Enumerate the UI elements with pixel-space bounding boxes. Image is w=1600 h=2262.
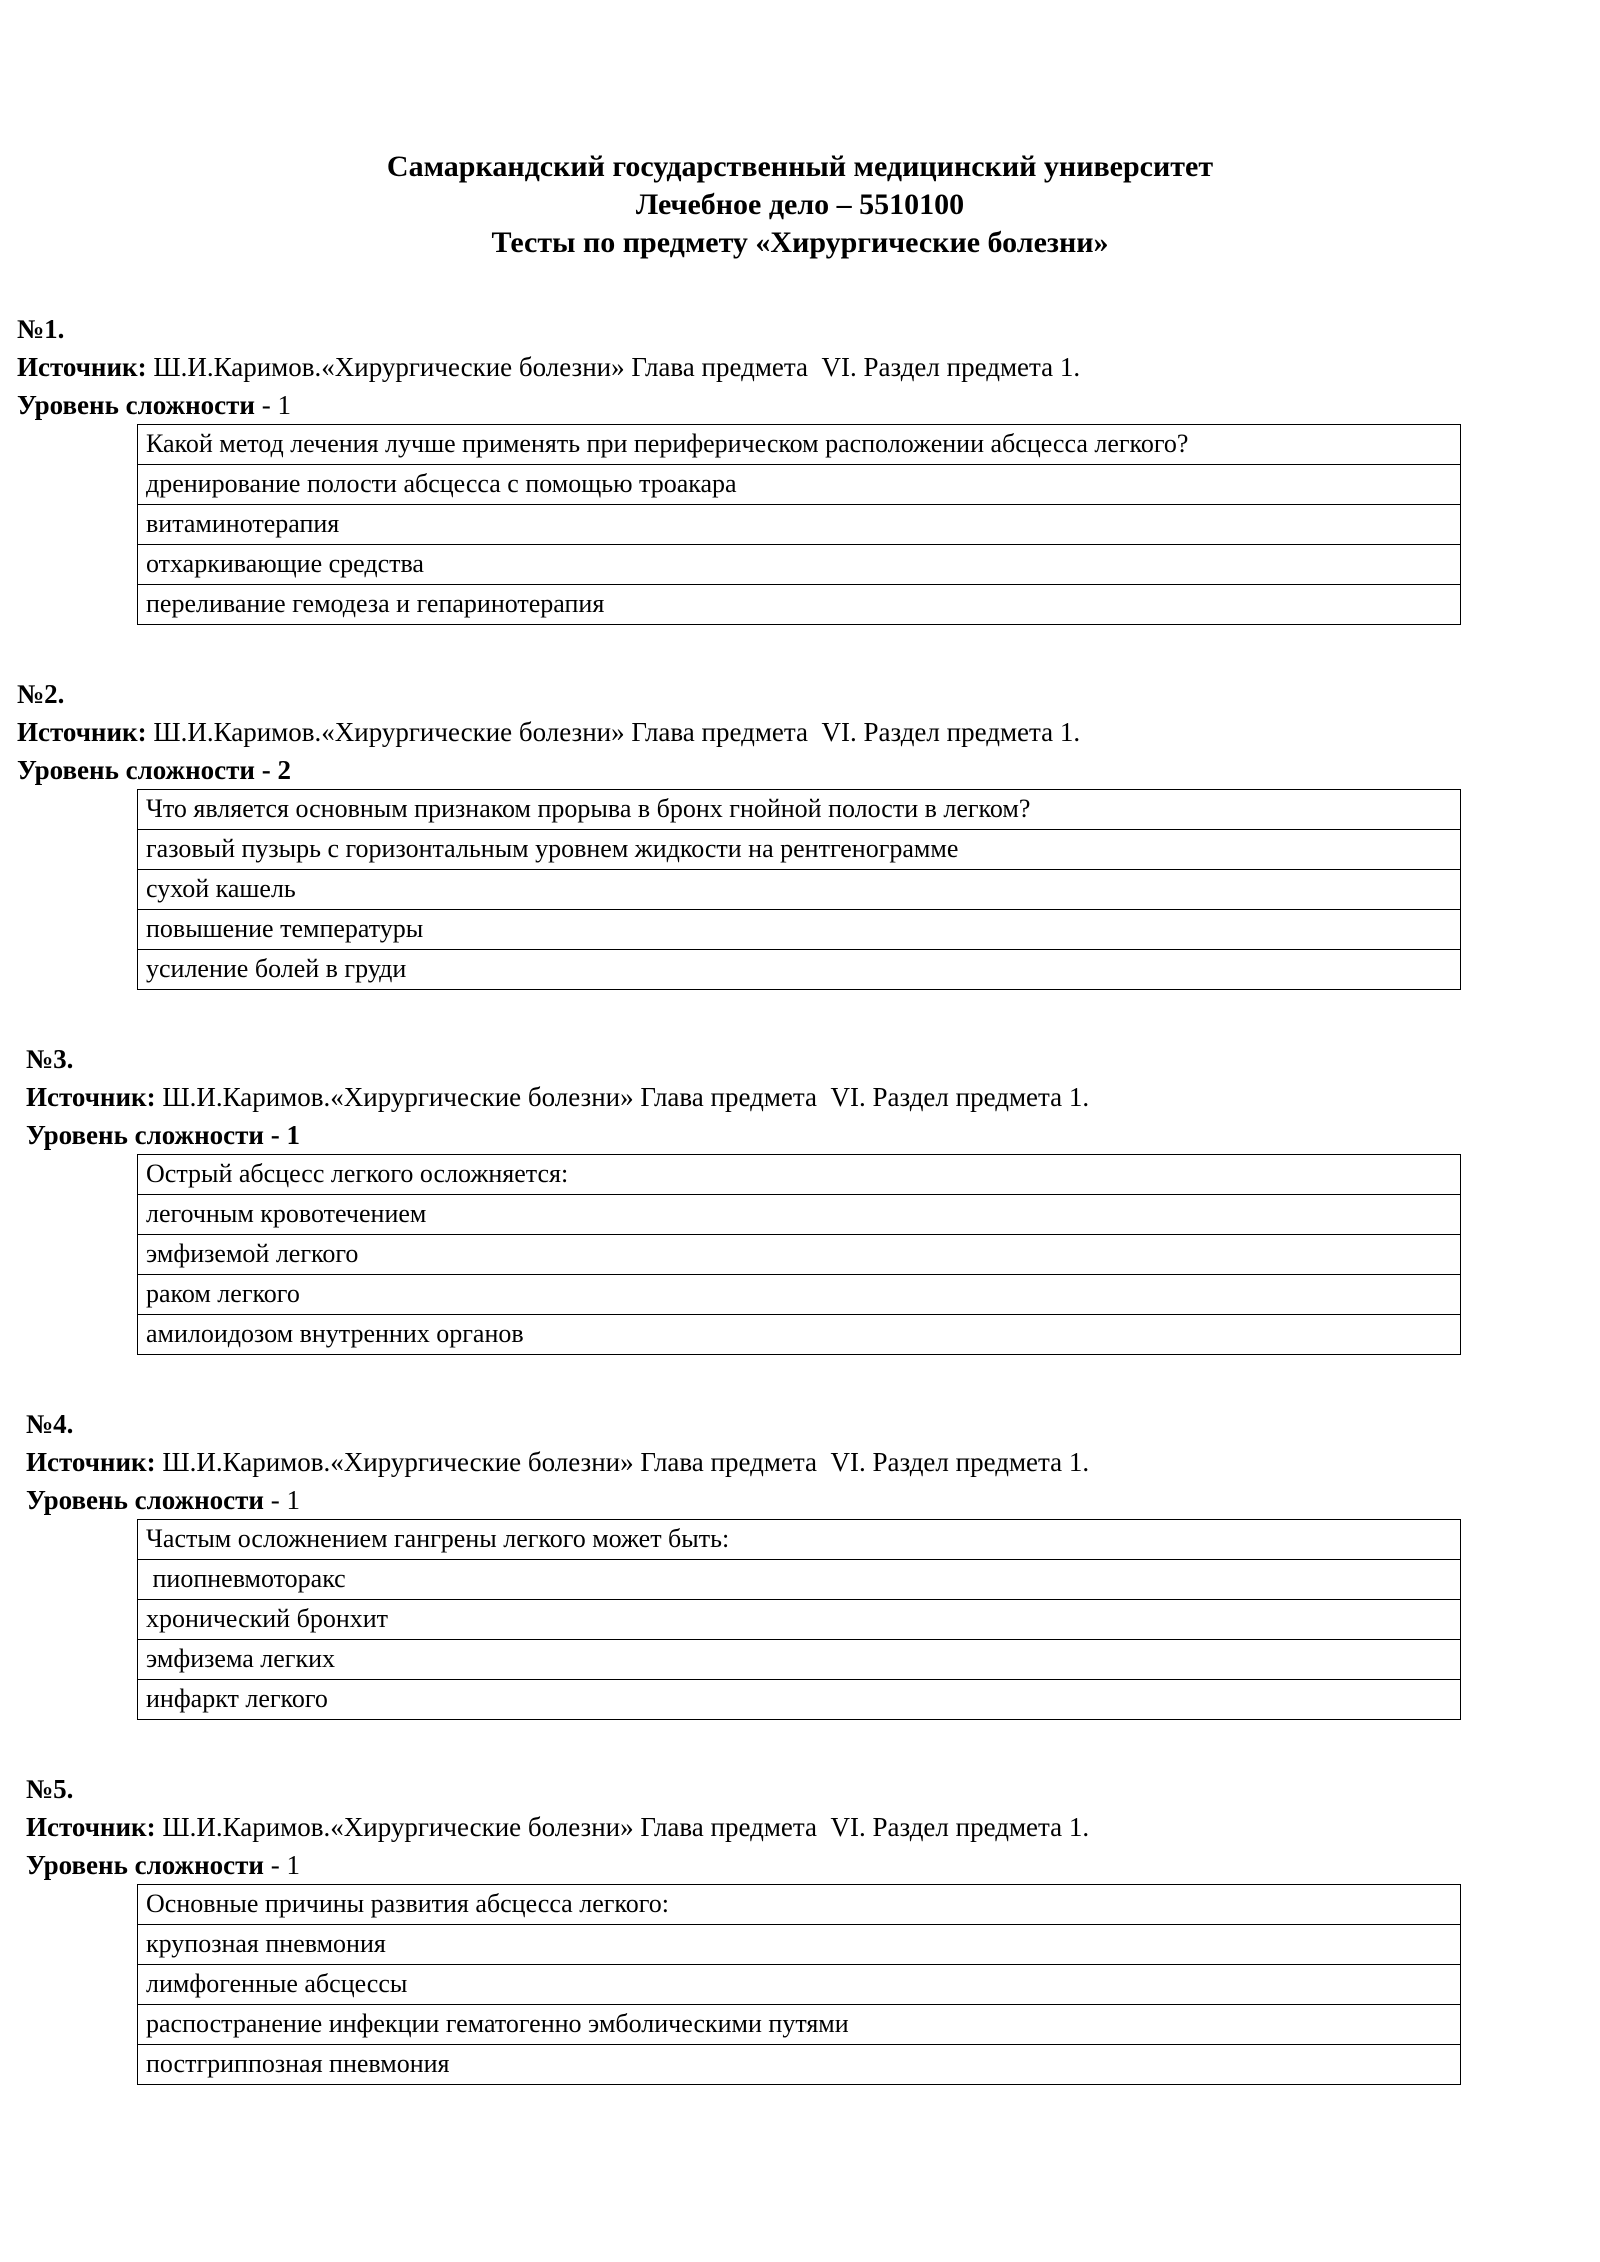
question-block [0, 675, 1600, 990]
questions-list [0, 262, 1600, 2085]
question-number: №1. [17, 314, 65, 344]
title-line-university: Самаркандский государственный медицинский университет [386, 150, 1214, 183]
source-text: Ш.И.Каримов.«Хирургические болезни» Глава предмета VI. Раздел предмета 1. [155, 1447, 1090, 1477]
answer-option[interactable]: эмфиземой легкого [138, 1235, 1461, 1275]
source-label: Источник: [26, 1082, 156, 1112]
answer-option-row[interactable] [138, 545, 1461, 585]
question-stem: Частым осложнением гангрены легкого может быть: [138, 1520, 1461, 1560]
answer-option-row[interactable] [138, 465, 1461, 505]
answer-option[interactable]: распостранение инфекции гематогенно эмболическими путями [138, 2005, 1461, 2045]
difficulty-separator: - [264, 1120, 287, 1150]
answer-option-row[interactable] [138, 1640, 1461, 1680]
answer-option-row[interactable] [138, 1925, 1461, 1965]
question-stem-row [138, 1520, 1461, 1560]
answer-table [137, 789, 1461, 990]
question-header [0, 1040, 1600, 1154]
answer-option-row[interactable] [138, 1315, 1461, 1355]
question-stem: Какой метод лечения лучше применять при периферическом расположении абсцесса легкого? [138, 425, 1461, 465]
source-label: Источник: [26, 1447, 156, 1477]
answer-table [137, 1154, 1461, 1355]
answer-option-row[interactable] [138, 830, 1461, 870]
answer-option-row[interactable] [138, 585, 1461, 625]
answer-table [137, 1519, 1461, 1720]
question-source [17, 348, 1600, 386]
question-block [0, 1770, 1600, 2085]
difficulty-value: 1 [286, 1485, 300, 1515]
question-stem-row [138, 1155, 1461, 1195]
difficulty-value: 1 [286, 1850, 300, 1880]
answer-option[interactable]: эмфизема легких [138, 1640, 1461, 1680]
answer-option[interactable]: повышение температуры [138, 910, 1461, 950]
question-difficulty [26, 1846, 1600, 1884]
answer-option[interactable]: легочным кровотечением [138, 1195, 1461, 1235]
answer-option-row[interactable] [138, 910, 1461, 950]
answer-option[interactable]: инфаркт легкого [138, 1680, 1461, 1720]
question-block [0, 310, 1600, 625]
difficulty-label: Уровень сложности [26, 1850, 264, 1880]
question-number: №5. [26, 1774, 74, 1804]
question-header [0, 1770, 1600, 1884]
answer-option-row[interactable] [138, 2005, 1461, 2045]
question-block [0, 1040, 1600, 1355]
question-difficulty [26, 1481, 1600, 1519]
answer-option[interactable]: раком легкого [138, 1275, 1461, 1315]
difficulty-separator: - [264, 1850, 287, 1880]
answer-option-row[interactable] [138, 870, 1461, 910]
question-source [26, 1808, 1600, 1846]
difficulty-label: Уровень сложности [26, 1120, 264, 1150]
question-stem-row [138, 790, 1461, 830]
answer-option[interactable]: крупозная пневмония [138, 1925, 1461, 1965]
source-label: Источник: [17, 717, 147, 747]
difficulty-value: 2 [277, 755, 291, 785]
answer-option-row[interactable] [138, 1680, 1461, 1720]
question-difficulty [26, 1116, 1600, 1154]
answer-option[interactable]: амилоидозом внутренних органов [138, 1315, 1461, 1355]
answer-option[interactable]: постгриппозная пневмония [138, 2045, 1461, 2085]
answer-option[interactable]: отхаркивающие средства [138, 545, 1461, 585]
question-stem: Что является основным признаком прорыва в бронх гнойной полости в легком? [138, 790, 1461, 830]
answer-table [137, 424, 1461, 625]
question-header [0, 310, 1600, 424]
answer-option[interactable]: переливание гемодеза и гепаринотерапия [138, 585, 1461, 625]
source-text: Ш.И.Каримов.«Хирургические болезни» Глава предмета VI. Раздел предмета 1. [155, 1082, 1090, 1112]
answer-option[interactable]: пиопневмоторакс [138, 1560, 1461, 1600]
question-stem: Острый абсцесс легкого осложняется: [138, 1155, 1461, 1195]
answer-table [137, 1884, 1461, 2085]
answer-option[interactable]: газовый пузырь с горизонтальным уровнем жидкости на рентгенограмме [138, 830, 1461, 870]
title-line-program: Лечебное дело – 5510100 [635, 188, 965, 221]
question-header [0, 1405, 1600, 1519]
answer-option-row[interactable] [138, 1560, 1461, 1600]
question-block [0, 1405, 1600, 1720]
answer-option-row[interactable] [138, 2045, 1461, 2085]
question-stem-row [138, 1885, 1461, 1925]
source-text: Ш.И.Каримов.«Хирургические болезни» Глава предмета VI. Раздел предмета 1. [146, 352, 1081, 382]
difficulty-separator: - [255, 390, 278, 420]
answer-option-row[interactable] [138, 1600, 1461, 1640]
question-stem: Основные причины развития абсцесса легкого: [138, 1885, 1461, 1925]
answer-option[interactable]: хронический бронхит [138, 1600, 1461, 1640]
question-stem-row [138, 425, 1461, 465]
answer-option[interactable]: дренирование полости абсцесса с помощью троакара [138, 465, 1461, 505]
question-source [26, 1443, 1600, 1481]
answer-option[interactable]: усиление болей в груди [138, 950, 1461, 990]
source-text: Ш.И.Каримов.«Хирургические болезни» Глава предмета VI. Раздел предмета 1. [146, 717, 1081, 747]
question-header [0, 675, 1600, 789]
difficulty-separator: - [264, 1485, 287, 1515]
difficulty-label: Уровень сложности [26, 1485, 264, 1515]
question-number: №4. [26, 1409, 74, 1439]
question-difficulty [17, 751, 1600, 789]
difficulty-label: Уровень сложности [17, 755, 255, 785]
answer-option-row[interactable] [138, 505, 1461, 545]
difficulty-value: 1 [277, 390, 291, 420]
title-line-subject: Тесты по предмету «Хирургические болезни» [491, 226, 1109, 259]
answer-option-row[interactable] [138, 1235, 1461, 1275]
question-source [17, 713, 1600, 751]
question-number: №2. [17, 679, 65, 709]
source-label: Источник: [17, 352, 147, 382]
difficulty-value: 1 [286, 1120, 300, 1150]
answer-option-row[interactable] [138, 950, 1461, 990]
question-source [26, 1078, 1600, 1116]
answer-option[interactable]: лимфогенные абсцессы [138, 1965, 1461, 2005]
difficulty-label: Уровень сложности [17, 390, 255, 420]
answer-option[interactable]: витаминотерапия [138, 505, 1461, 545]
answer-option-row[interactable] [138, 1275, 1461, 1315]
difficulty-separator: - [255, 755, 278, 785]
answer-option-row[interactable] [138, 1195, 1461, 1235]
document-title [0, 0, 1600, 262]
answer-option-row[interactable] [138, 1965, 1461, 2005]
question-number: №3. [26, 1044, 74, 1074]
question-difficulty [17, 386, 1600, 424]
source-label: Источник: [26, 1812, 156, 1842]
answer-option[interactable]: сухой кашель [138, 870, 1461, 910]
source-text: Ш.И.Каримов.«Хирургические болезни» Глава предмета VI. Раздел предмета 1. [155, 1812, 1090, 1842]
